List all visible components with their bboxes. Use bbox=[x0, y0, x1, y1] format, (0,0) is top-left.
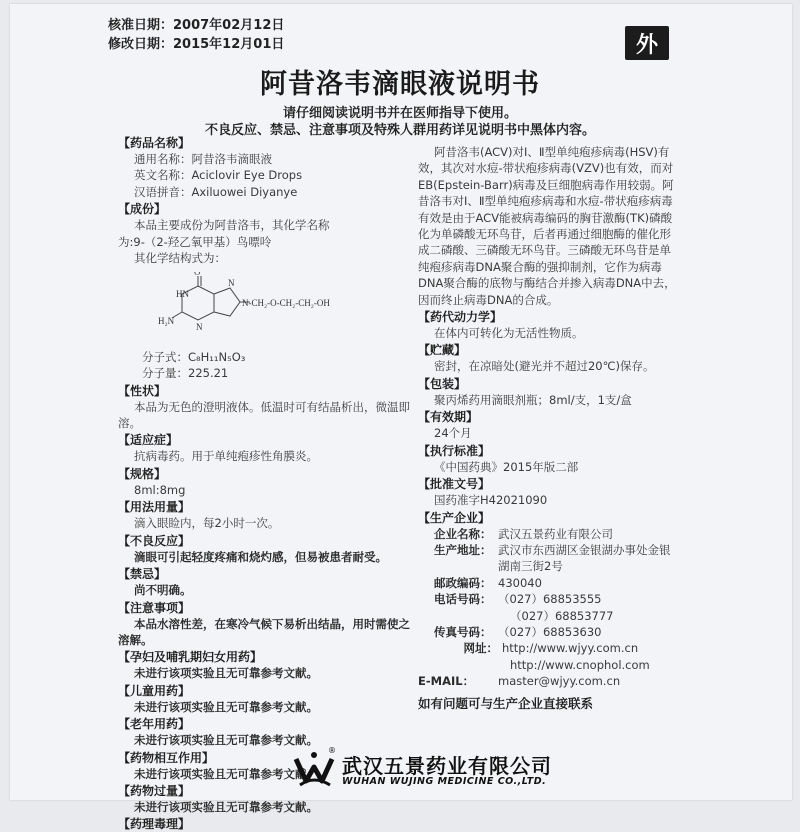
fax-value: （027）68853630 bbox=[498, 624, 602, 639]
section-header-adverse: 【 不良反应 】 bbox=[118, 533, 418, 549]
elderly-text: 未进行该项实验且无可靠参考文献。 bbox=[134, 733, 318, 748]
section-header-spec: 【 规格 】 bbox=[118, 466, 418, 482]
revision-date: 修改日期：2015年12月01日 bbox=[108, 37, 285, 52]
section-header-package: 【 包装 】 bbox=[418, 376, 680, 392]
company-row bbox=[418, 526, 680, 542]
email-link[interactable]: master@wjyy.com.cn bbox=[498, 674, 621, 689]
section-header-toxicology: 【 药理毒理 】 bbox=[118, 816, 418, 832]
expiry-text: 24个月 bbox=[434, 426, 472, 441]
precautions-text: 本品水溶性差，在寒冷气候下易析出结晶，用时需使之溶解。 bbox=[118, 616, 410, 647]
section-header-contraindication: 【 禁忌 】 bbox=[118, 566, 418, 582]
website-link-2[interactable]: http://www.cnophol.com bbox=[510, 657, 650, 672]
pregnancy-text: 未进行该项实验且无可靠参考文献。 bbox=[134, 666, 318, 681]
section-header-children: 【 儿童用药 】 bbox=[118, 683, 418, 699]
section-header-description: 【 性状 】 bbox=[118, 383, 418, 399]
overdose-text: 未进行该项实验且无可靠参考文献。 bbox=[134, 799, 318, 814]
svg-text:O: O bbox=[194, 272, 201, 278]
section-header-indication: 【 适应症 】 bbox=[118, 432, 418, 448]
composition-text-1: 本品主要成份为阿昔洛韦，其化学名称 bbox=[134, 218, 330, 233]
phone-row bbox=[418, 591, 680, 607]
interaction-text: 未进行该项实验且无可靠参考文献。 bbox=[134, 766, 318, 781]
section-header-dosage: 【 用法用量 】 bbox=[118, 499, 418, 515]
pharmacology-text: 阿昔洛韦(ACV)对Ⅰ、Ⅱ型单纯疱疹病毒(HSV)有效，其次对水痘-带状疱疹病毒(VZV)也有效，而对EB(Epstein-Barr)病毒及巨细胞病毒作用较弱。阿昔洛韦对Ⅰ、Ⅱ型单纯疱疹病毒和水痘-带状疱疹病毒有效是由于ACV能被病毒编码的胸苷激酶(TK)磷酸化为单磷酸无环鸟苷，后者再通过细胞酶的催化形成二磷酸、三磷酸无环鸟苷。三磷酸无环鸟苷是单纯疱疹病毒DNA聚合酶的强抑制剂，它作为病毒DNA聚合酶的底物与酶结合并掺入病毒DNA中去，因而终止病毒DNA的合成。 bbox=[418, 145, 676, 307]
generic-name: 通用名称：阿昔洛韦滴眼液 bbox=[134, 152, 272, 166]
section-header-elderly: 【 老年用药 】 bbox=[118, 716, 418, 732]
postcode-label: 邮政编码： bbox=[434, 575, 492, 590]
molecular-weight: 分子量：225.21 bbox=[142, 366, 229, 381]
storage-text: 密封，在凉暗处(避光并不超过20℃)保存。 bbox=[434, 359, 655, 374]
standard-text: 《中国药典》2015年版二部 bbox=[434, 459, 579, 474]
phone-label: 电话号码： bbox=[434, 592, 492, 607]
postcode-value: 430040 bbox=[498, 575, 542, 590]
approval-date: 核准日期：2007年02月12日 bbox=[108, 18, 285, 33]
phone-value-1: （027）68853555 bbox=[498, 592, 602, 607]
chemical-structure-diagram bbox=[158, 272, 418, 344]
trademark-symbol: ® bbox=[328, 746, 336, 755]
svg-text:N: N bbox=[228, 278, 235, 289]
svg-text:N-CH₂-O-CH₂-CH₂-OH: N-CH₂-O-CH₂-CH₂-OH bbox=[242, 298, 330, 309]
svg-text:HN: HN bbox=[176, 289, 189, 300]
section-header-pharmacokinetics: 【 药代动力学 】 bbox=[418, 309, 680, 325]
dosage-text: 滴入眼睑内，每2小时一次。 bbox=[134, 516, 280, 531]
footer-company-english-name: WUHAN WUJING MEDICINE CO.,LTD. bbox=[342, 776, 547, 787]
company-logo-icon bbox=[292, 745, 336, 789]
composition-text-2: 为:9-（2-羟乙氧甲基）鸟嘌呤 bbox=[118, 234, 272, 249]
section-header-composition: 【 成份 】 bbox=[118, 201, 418, 217]
english-name: 英文名称：Aciclovir Eye Drops bbox=[134, 168, 303, 183]
svg-text:H₂N: H₂N bbox=[158, 316, 175, 327]
indication-text: 抗病毒药。用于单纯疱疹性角膜炎。 bbox=[134, 449, 318, 464]
svg-text:N: N bbox=[196, 322, 203, 333]
phone-value-2: （027）68853777 bbox=[510, 608, 614, 623]
description-text: 本品为无色的澄明液体。低温时可有结晶析出，微温即溶。 bbox=[118, 399, 410, 431]
website-row bbox=[418, 640, 680, 656]
email-label: E-MAIL： bbox=[418, 674, 475, 689]
email-row bbox=[418, 673, 680, 689]
fax-row bbox=[418, 624, 680, 640]
external-use-badge: 外 bbox=[625, 26, 669, 60]
section-header-overdose: 【 药物过量 】 bbox=[118, 783, 418, 799]
address-label: 生产地址： bbox=[434, 542, 492, 557]
company-value: 武汉五景药业有限公司 bbox=[498, 526, 613, 541]
postcode-row bbox=[418, 575, 680, 591]
molecular-formula: 分子式：C₈H₁₁N₅O₃ bbox=[142, 349, 246, 364]
website-label: 网址： bbox=[463, 641, 498, 656]
adverse-text: 滴眼可引起轻度疼痛和烧灼感，但易被患者耐受。 bbox=[134, 549, 387, 564]
section-header-pregnancy: 【 孕妇及哺乳期妇女用药 】 bbox=[118, 649, 418, 665]
approval-number: 国药准字H42021090 bbox=[434, 493, 548, 508]
section-header-manufacturer: 【 生产企业 】 bbox=[418, 510, 680, 526]
document-title: 阿昔洛韦滴眼液说明书 bbox=[260, 69, 540, 100]
section-header-name: 【 药品名称 】 bbox=[118, 135, 418, 151]
pharmacokinetics-text: 在体内可转化为无活性物质。 bbox=[434, 326, 584, 341]
notice-line-1: 请仔细阅读说明书并在医师指导下使用。 bbox=[282, 106, 517, 121]
spec-text: 8ml:8mg bbox=[134, 482, 186, 497]
section-header-standard: 【 执行标准 】 bbox=[418, 443, 680, 459]
acyclovir-structure bbox=[158, 272, 358, 340]
company-label: 企业名称： bbox=[434, 526, 492, 541]
address-row bbox=[418, 542, 680, 575]
notice-line-2: 不良反应、禁忌、注意事项及特殊人群用药详见说明书中黑体内容。 bbox=[204, 123, 595, 138]
right-column bbox=[418, 144, 680, 712]
fax-label: 传真号码： bbox=[434, 624, 492, 639]
contraindication-text: 尚不明确。 bbox=[134, 583, 192, 598]
website-link-1[interactable]: http://www.wjyy.com.cn bbox=[502, 641, 639, 656]
contact-note: 如有问题可与生产企业直接联系 bbox=[418, 695, 594, 711]
children-text: 未进行该项实验且无可靠参考文献。 bbox=[134, 699, 318, 714]
composition-text-3: 其化学结构式为： bbox=[134, 251, 226, 266]
package-text: 聚丙烯药用滴眼剂瓶；8ml/支，1支/盒 bbox=[434, 392, 632, 407]
section-header-interaction: 【 药物相互作用 】 bbox=[118, 750, 418, 766]
section-header-expiry: 【 有效期 】 bbox=[418, 409, 680, 425]
pinyin-name: 汉语拼音：Axiluowei Diyanye bbox=[134, 184, 298, 199]
section-header-storage: 【 贮藏 】 bbox=[418, 342, 680, 358]
section-header-approval: 【 批准文号 】 bbox=[418, 476, 680, 492]
section-header-precautions: 【 注意事项 】 bbox=[118, 600, 418, 616]
address-value: 武汉市东西湖区金银湖办事处金银湖南三街2号 bbox=[498, 542, 671, 574]
left-column bbox=[118, 134, 418, 832]
footer-company-name: 武汉五景药业有限公司 bbox=[342, 754, 552, 778]
